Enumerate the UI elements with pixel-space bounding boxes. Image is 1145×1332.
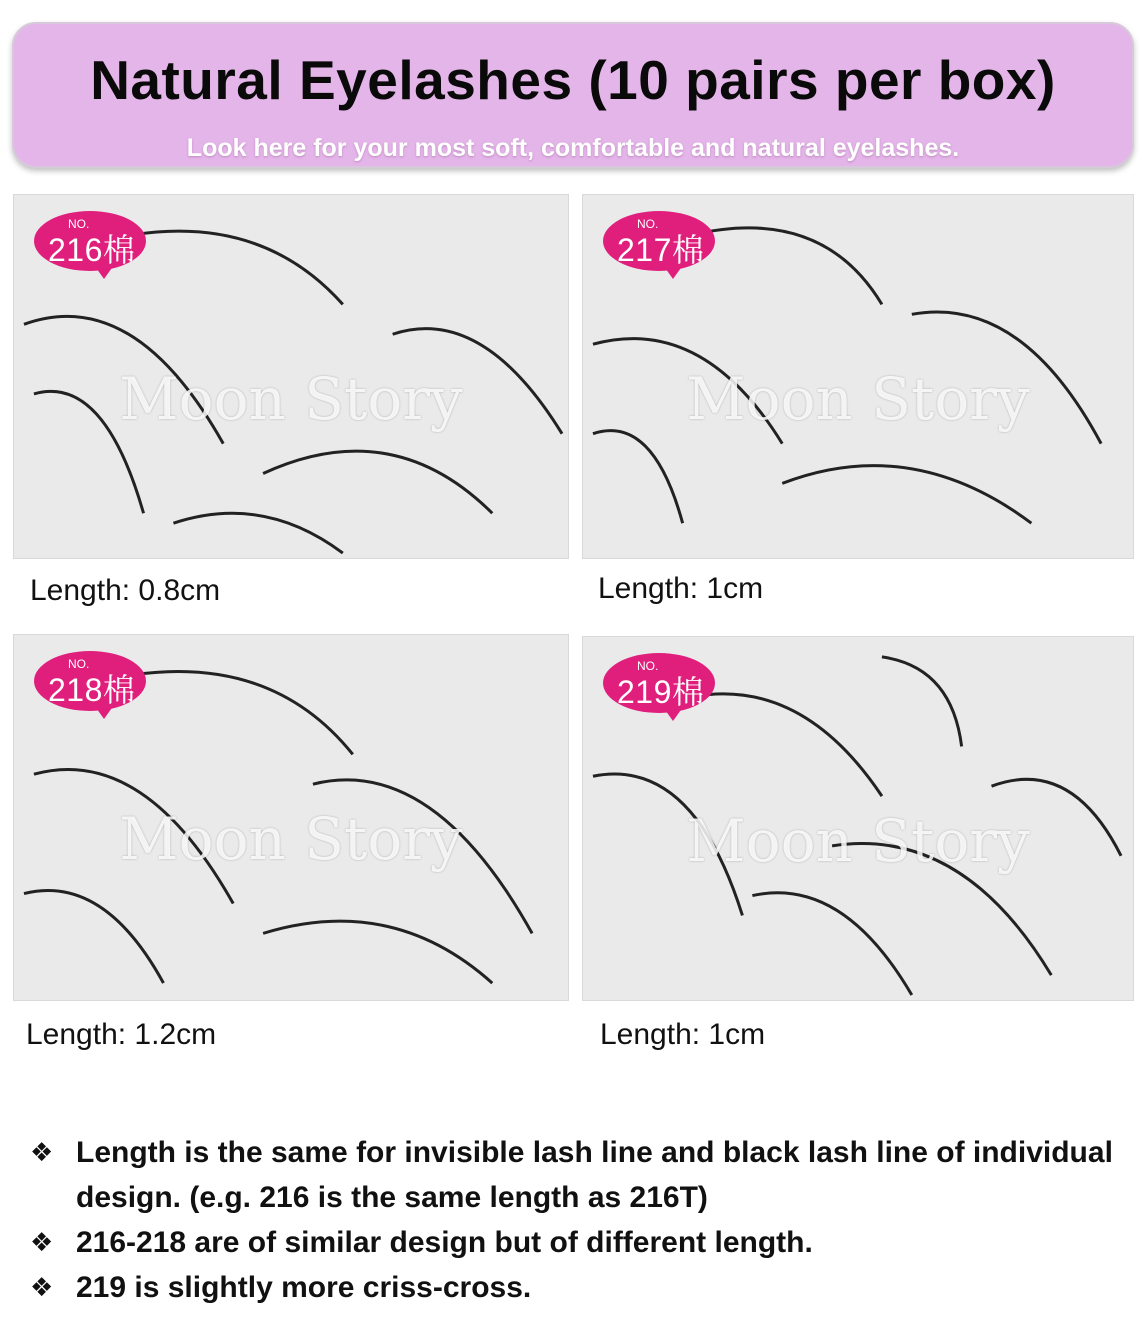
notes-list — [30, 1130, 1120, 1310]
product-photo-216 — [13, 194, 569, 559]
diamond-bullet-icon: ❖ — [30, 1227, 54, 1257]
note-text: Length is the same for invisible lash line and black lash line of individual design. (e.g. 216 is the same length as 216T) — [76, 1136, 1113, 1214]
note-text: 219 is slightly more criss-cross. — [76, 1271, 532, 1304]
badge-tail — [94, 265, 114, 279]
product-number-badge — [34, 211, 146, 271]
badge-tail — [663, 265, 683, 279]
product-photo-217 — [582, 194, 1134, 559]
badge-tail — [663, 707, 683, 721]
badge-no-label: NO. — [637, 659, 659, 673]
product-photo-218 — [13, 634, 569, 1001]
badge-no-label: NO. — [68, 217, 90, 231]
brand-watermark: Moon Story — [119, 365, 463, 433]
diamond-bullet-icon: ❖ — [30, 1137, 54, 1167]
length-caption-217: Length: 1cm — [598, 572, 764, 605]
page-title: Natural Eyelashes (10 pairs per box) — [90, 49, 1056, 111]
badge-number: 216棉 — [48, 232, 136, 268]
page-subtitle: Look here for your most soft, comfortable and natural eyelashes. — [186, 134, 960, 162]
brand-watermark: Moon Story — [119, 805, 463, 873]
length-caption-218: Length: 1.2cm — [26, 1018, 217, 1051]
badge-tail — [94, 705, 114, 719]
product-number-badge — [603, 653, 715, 713]
badge-number: 219棉 — [617, 674, 705, 710]
note-text: 216-218 are of similar design but of different length. — [76, 1226, 813, 1259]
diamond-bullet-icon: ❖ — [30, 1272, 54, 1302]
list-item — [30, 1130, 1120, 1220]
product-photo-219 — [582, 636, 1134, 1001]
product-number-badge — [603, 211, 715, 271]
list-item — [30, 1220, 1120, 1265]
badge-number: 218棉 — [48, 672, 136, 708]
brand-watermark: Moon Story — [686, 365, 1030, 433]
brand-watermark: Moon Story — [686, 807, 1030, 875]
length-caption-216: Length: 0.8cm — [30, 574, 221, 607]
length-caption-219: Length: 1cm — [600, 1018, 766, 1051]
badge-number: 217棉 — [617, 232, 705, 268]
title-banner — [12, 22, 1134, 168]
product-number-badge — [34, 651, 146, 711]
list-item — [30, 1265, 1120, 1310]
badge-no-label: NO. — [68, 657, 90, 671]
badge-no-label: NO. — [637, 217, 659, 231]
